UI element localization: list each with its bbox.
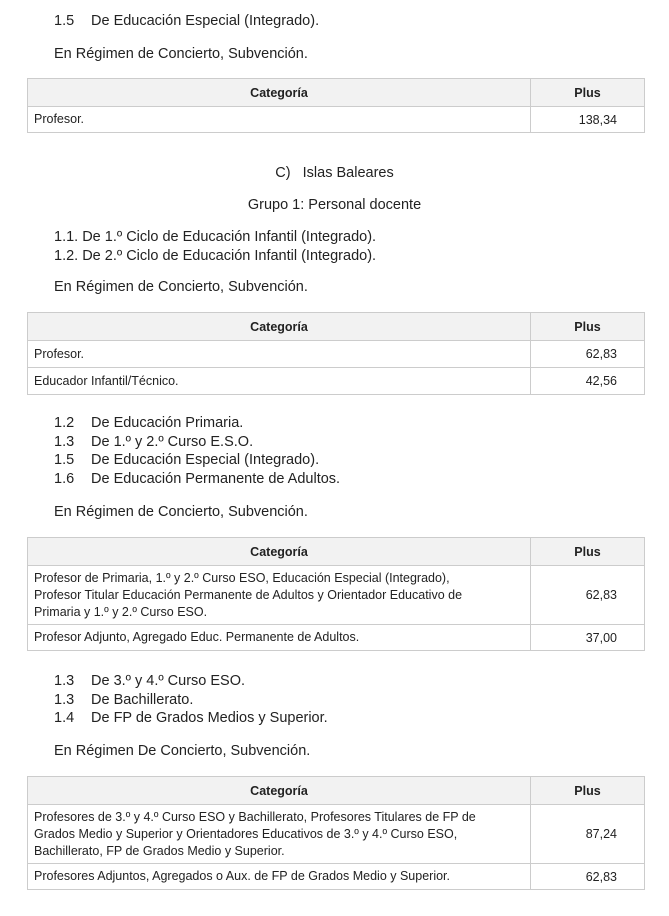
plus-cell: 62,83 [531, 341, 645, 368]
section-number: 1.4 [54, 710, 75, 727]
category-line: Profesores de 3.º y 4.º Curso ESO y Bachillerato, Profesores Titulares de FP de [34, 809, 476, 824]
plus-cell: 62,83 [531, 864, 645, 890]
list-item [54, 433, 340, 452]
section-text: De FP de Grados Medios y Superior. [91, 710, 328, 727]
table-row [28, 341, 645, 368]
section-text: De 3.º y 4.º Curso ESO. [91, 673, 246, 689]
plus-cell: 87,24 [531, 805, 645, 864]
category-cell: Profesor. [28, 107, 531, 133]
section-number: 1.6 [54, 470, 75, 487]
list-item [54, 451, 340, 470]
plus-cell: 62,83 [531, 566, 645, 625]
category-header: Categoría [28, 313, 531, 341]
category-cell: Educador Infantil/Técnico. [28, 368, 531, 395]
plus-table-4 [27, 776, 645, 890]
category-line: Profesor de Primaria, 1.º y 2.º Curso ESO, Educación Especial (Integrado), [34, 570, 450, 585]
list-item [54, 691, 328, 710]
group-heading: Grupo 1: Personal docente [247, 197, 422, 213]
table-header-row [28, 777, 645, 805]
section-number: 1.3 [54, 673, 75, 689]
category-cell [28, 805, 531, 864]
category-cell [28, 566, 531, 625]
table-header-row [28, 538, 645, 566]
section-number: 1.3 [54, 433, 75, 450]
plus-header: Plus [531, 777, 645, 805]
section-number: 1.5 [54, 452, 75, 469]
category-line: Grados Medio y Superior y Orientadores Educativos de 3.º y 4.º Curso ESO, [34, 826, 458, 841]
plus-cell: 138,34 [531, 107, 645, 133]
section-heading-1-5 [54, 12, 319, 30]
category-header: Categoría [28, 538, 531, 566]
section-number: 1.5 [54, 13, 75, 29]
list-item: 1.2. De 2.º Ciclo de Educación Infantil (Integrado). [54, 247, 377, 264]
regime-text: En Régimen De Concierto, Subvención. [54, 743, 311, 759]
section-text: De 1.º y 2.º Curso E.S.O. [91, 433, 254, 450]
section-number: 1.3 [54, 691, 75, 708]
table-row [28, 107, 645, 133]
plus-cell: 37,00 [531, 625, 645, 651]
region-heading: C) Islas Baleares [275, 165, 394, 181]
table-row [28, 805, 645, 864]
regime-text: En Régimen de Concierto, Subvención. [54, 504, 308, 520]
plus-cell: 42,56 [531, 368, 645, 395]
list-item [54, 672, 328, 691]
regime-text: En Régimen de Concierto, Subvención. [54, 46, 308, 62]
plus-table-3 [27, 537, 645, 651]
section-list-c [54, 672, 328, 728]
category-cell: Profesores Adjuntos, Agregados o Aux. de FP de Grados Medio y Superior. [28, 864, 531, 890]
category-line: Profesor Titular Educación Permanente de Adultos y Orientador Educativo de [34, 587, 463, 602]
category-cell: Profesor. [28, 341, 531, 368]
table-header-row [28, 313, 645, 341]
section-list-b [54, 414, 340, 488]
plus-table-1 [27, 78, 645, 133]
section-list-a [54, 228, 376, 265]
category-header: Categoría [28, 79, 531, 107]
category-header: Categoría [28, 777, 531, 805]
list-item [54, 470, 340, 489]
table-row [28, 625, 645, 651]
section-text: De Bachillerato. [91, 691, 194, 708]
plus-header: Plus [531, 313, 645, 341]
section-text: De Educación Primaria. [91, 415, 244, 431]
category-line: Primaria y 1.º y 2.º Curso ESO. [34, 604, 208, 619]
section-text: De Educación Especial (Integrado). [91, 13, 320, 29]
section-number: 1.2 [54, 415, 75, 431]
section-text: De Educación Especial (Integrado). [91, 452, 320, 469]
table-row [28, 566, 645, 625]
regime-text: En Régimen de Concierto, Subvención. [54, 279, 308, 295]
list-item: 1.1. De 1.º Ciclo de Educación Infantil (Integrado). [54, 229, 377, 245]
plus-header: Plus [531, 79, 645, 107]
plus-table-2 [27, 312, 645, 395]
plus-header: Plus [531, 538, 645, 566]
table-row [28, 864, 645, 890]
list-item [54, 414, 340, 433]
table-row [28, 368, 645, 395]
table-header-row [28, 79, 645, 107]
section-text: De Educación Permanente de Adultos. [91, 470, 341, 487]
category-cell: Profesor Adjunto, Agregado Educ. Permanente de Adultos. [28, 625, 531, 651]
category-line: Bachillerato, FP de Grados Medio y Superior. [34, 843, 285, 858]
list-item [54, 709, 328, 728]
